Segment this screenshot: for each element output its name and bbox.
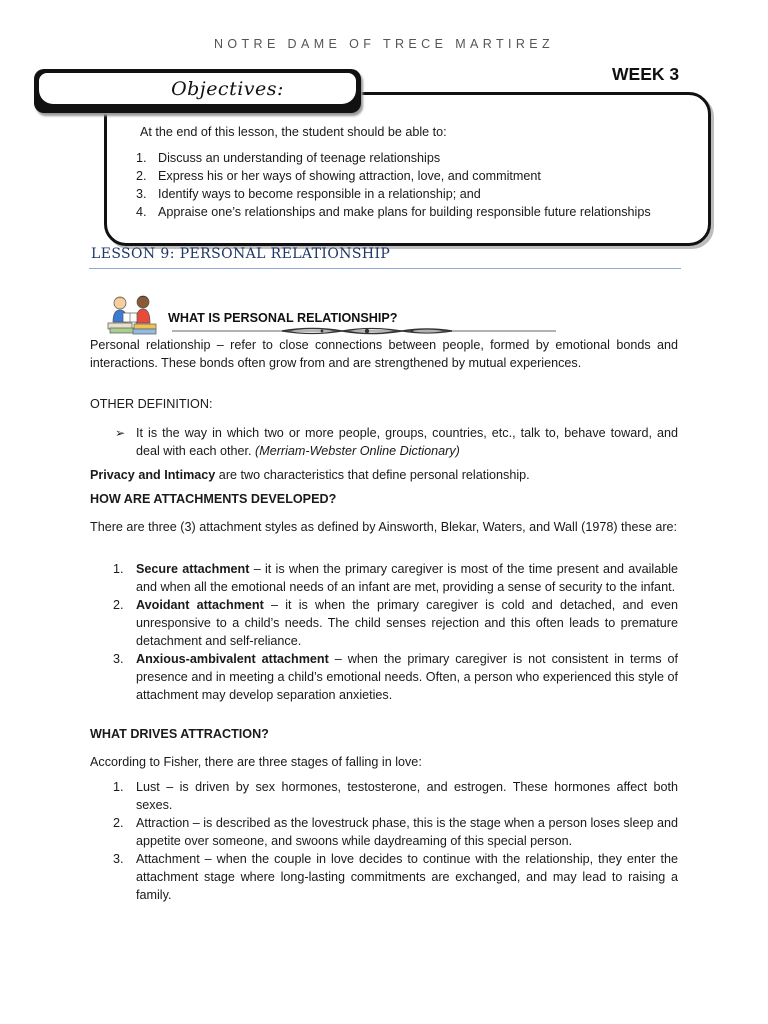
- list-item: 1. Lust – is driven by sex hormones, testosterone, and estrogen. These hormones affect both sexes.: [113, 780, 678, 812]
- week-label: WEEK 3: [612, 64, 680, 84]
- section-heading: WHAT IS PERSONAL RELATIONSHIP?: [168, 311, 398, 325]
- list-item: 3. Anxious-ambivalent attachment – when the primary caregiver is not consistent in terms of presence and in meeting a child’s emotional needs. Often, a person who experienced this style of attachment may develop separation anxieties.: [113, 652, 678, 702]
- objective-item: 1. Discuss an understanding of teenage relationships: [136, 151, 441, 165]
- list-item: 2. Avoidant attachment – it is when the primary caregiver is cold and detached, and even unresponsive to a child’s needs. The child senses rejection and this often leads to premature detachment and self-reliance.: [113, 598, 679, 648]
- objectives-intro: At the end of this lesson, the student should be able to:: [140, 125, 447, 139]
- list-item: 3. Attachment – when the couple in love decides to continue with the relationship, they enter the attachment stage where long-lasting commitments are exchanged, and may lead to raising a family.: [113, 852, 678, 902]
- attachments-heading: HOW ARE ATTACHMENTS DEVELOPED?: [90, 492, 337, 506]
- lesson-title: LESSON 9: PERSONAL RELATIONSHIP: [91, 246, 391, 262]
- arrow-bullet-icon: ➢: [115, 426, 126, 440]
- ornamental-divider-icon: [172, 326, 556, 336]
- attachments-intro: There are three (3) attachment styles as defined by Ainsworth, Blekar, Waters, and Wall (1978) these are:: [90, 520, 678, 534]
- definition-paragraph: Personal relationship – refer to close connections between people, formed by emotional bonds and interactions. These bonds often grow from and are strengthened by mutual experiences.: [90, 338, 678, 370]
- objective-item: 4. Appraise one’s relationships and make plans for building responsible future relationships: [136, 205, 651, 219]
- list-item: 1. Secure attachment – it is when the primary caregiver is most of the time present and available and when all the emotional needs of an infant are met, providing a sense of security to the infant.: [113, 562, 679, 594]
- children-reading-books-icon: [106, 291, 158, 335]
- attraction-intro: According to Fisher, there are three stages of falling in love:: [90, 755, 422, 769]
- other-definition-label: OTHER DEFINITION:: [90, 397, 213, 411]
- school-name: NOTRE DAME OF TRECE MARTIREZ: [213, 37, 555, 51]
- love-stages-list: [113, 778, 678, 904]
- dictionary-citation: (Merriam-Webster Online Dictionary): [255, 444, 460, 458]
- objectives-title: Objectives:: [171, 77, 284, 100]
- objectives-list: [136, 149, 678, 221]
- list-item: 2. Attraction – is described as the lovestruck phase, this is the stage when a person loses sleep and appetite over someone, and swoons while daydreaming of this special person.: [113, 816, 678, 848]
- privacy-paragraph: Privacy and Intimacy are two characteristics that define personal relationship.: [90, 468, 530, 482]
- lesson-title-rule: [89, 268, 681, 269]
- attachment-styles-list: [113, 560, 678, 704]
- objectives-tab: [34, 69, 361, 113]
- objective-item: 2. Express his or her ways of showing attraction, love, and commitment: [136, 169, 541, 183]
- attraction-heading: WHAT DRIVES ATTRACTION?: [90, 727, 269, 741]
- objective-item: 3. Identify ways to become responsible in a relationship; and: [136, 187, 481, 201]
